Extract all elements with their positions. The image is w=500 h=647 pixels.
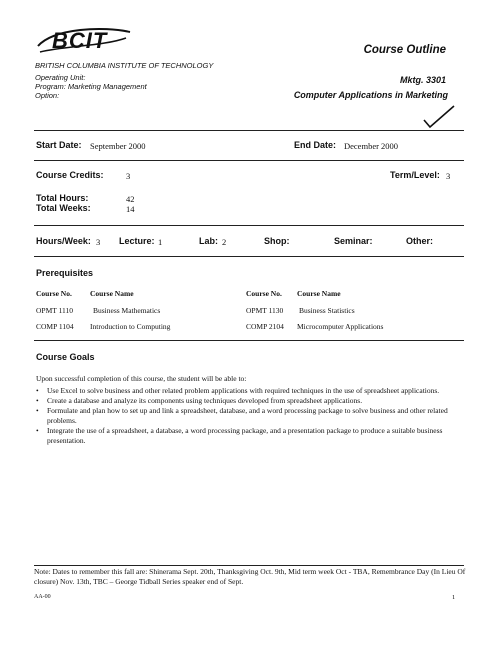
end-date-value: December 2000 — [344, 141, 399, 151]
prereq-right-1-no: COMP 2104 — [246, 322, 284, 331]
goal-item: • Create a database and analyze its components using techniques developed from spreadsheet applications. — [36, 396, 456, 406]
divider — [34, 340, 464, 341]
lecture-label: Lecture: — [119, 236, 155, 246]
term-level-value: 3 — [446, 171, 451, 181]
hours-week-value: 3 — [96, 237, 101, 247]
course-goals-heading: Course Goals — [36, 352, 95, 362]
goal-item: • Formulate and plan how to set up and link a spreadsheet, database, and a word processing package to solve business and other related problems. — [36, 406, 456, 426]
prereq-right-0-no: OPMT 1130 — [246, 306, 284, 315]
course-name: Computer Applications in Marketing — [293, 90, 448, 100]
page-number: 1 — [452, 594, 456, 601]
prereq-left-1-name: Introduction to Computing — [90, 322, 171, 331]
prereq-left-0-name: Business Mathematics — [93, 306, 161, 315]
option: Option: — [35, 91, 60, 100]
institute-name: BRITISH COLUMBIA INSTITUTE OF TECHNOLOGY — [35, 61, 214, 70]
hours-week-label: Hours/Week: — [36, 236, 91, 246]
course-code: Mktg. 3301 — [399, 75, 446, 85]
divider — [34, 225, 464, 226]
start-date-value: September 2000 — [90, 141, 146, 151]
course-credits-value: 3 — [126, 171, 131, 181]
term-level-label: Term/Level: — [390, 170, 440, 180]
footer-note: Note: Dates to remember this fall are: Shinerama Sept. 20th, Thanksgiving Oct. 9th, Mid term week Oct - TBA, Remembrance Day (In Lieu Of closure) Nov. 13th, TBC – George Tidball Series speaker end of Sept. — [34, 567, 466, 586]
goals-intro: Upon successful completion of this course, the student will be able to: — [36, 374, 247, 383]
goal-item: • Integrate the use of a spreadsheet, a database, a word processing package, and a presentation package to produce a suitable business presentation. — [36, 426, 456, 446]
divider — [34, 130, 464, 131]
col-course-name-right: Course Name — [297, 289, 341, 298]
lecture-value: 1 — [158, 237, 163, 247]
prereq-right-0-name: Business Statistics — [299, 306, 355, 315]
lab-value: 2 — [222, 237, 227, 247]
divider — [34, 160, 464, 161]
doc-title: Course Outline — [363, 44, 446, 56]
total-hours-value: 42 — [126, 194, 135, 204]
footer-divider — [34, 565, 464, 566]
col-course-no-right: Course No. — [246, 289, 282, 298]
operating-unit: Operating Unit: — [35, 73, 86, 82]
total-weeks-value: 14 — [126, 204, 135, 214]
lab-label: Lab: — [199, 236, 218, 246]
course-credits-label: Course Credits: — [36, 170, 104, 180]
other-label: Other: — [406, 236, 433, 246]
goals-list — [36, 386, 456, 446]
divider — [34, 256, 464, 257]
footer-code: AA-00 — [34, 594, 51, 600]
seminar-label: Seminar: — [334, 236, 373, 246]
prerequisites-heading: Prerequisites — [36, 268, 94, 278]
col-course-name-left: Course Name — [90, 289, 134, 298]
total-weeks-label: Total Weeks: — [36, 203, 91, 213]
col-course-no-left: Course No. — [36, 289, 72, 298]
start-date-label: Start Date: — [36, 140, 82, 150]
prereq-left-1-no: COMP 1104 — [36, 322, 74, 331]
total-hours-label: Total Hours: — [36, 193, 89, 203]
end-date-label: End Date: — [294, 140, 337, 150]
prereq-right-1-name: Microcomputer Applications — [297, 322, 384, 331]
goal-item: • Use Excel to solve business and other related problem applications with required techniques in the use of spreadsheet applications. — [36, 386, 456, 396]
bcit-logo — [34, 24, 134, 58]
program: Program: Marketing Management — [35, 82, 147, 91]
shop-label: Shop: — [264, 236, 290, 246]
logo-text: BCIT — [52, 28, 108, 53]
prereq-left-0-no: OPMT 1110 — [36, 306, 74, 315]
